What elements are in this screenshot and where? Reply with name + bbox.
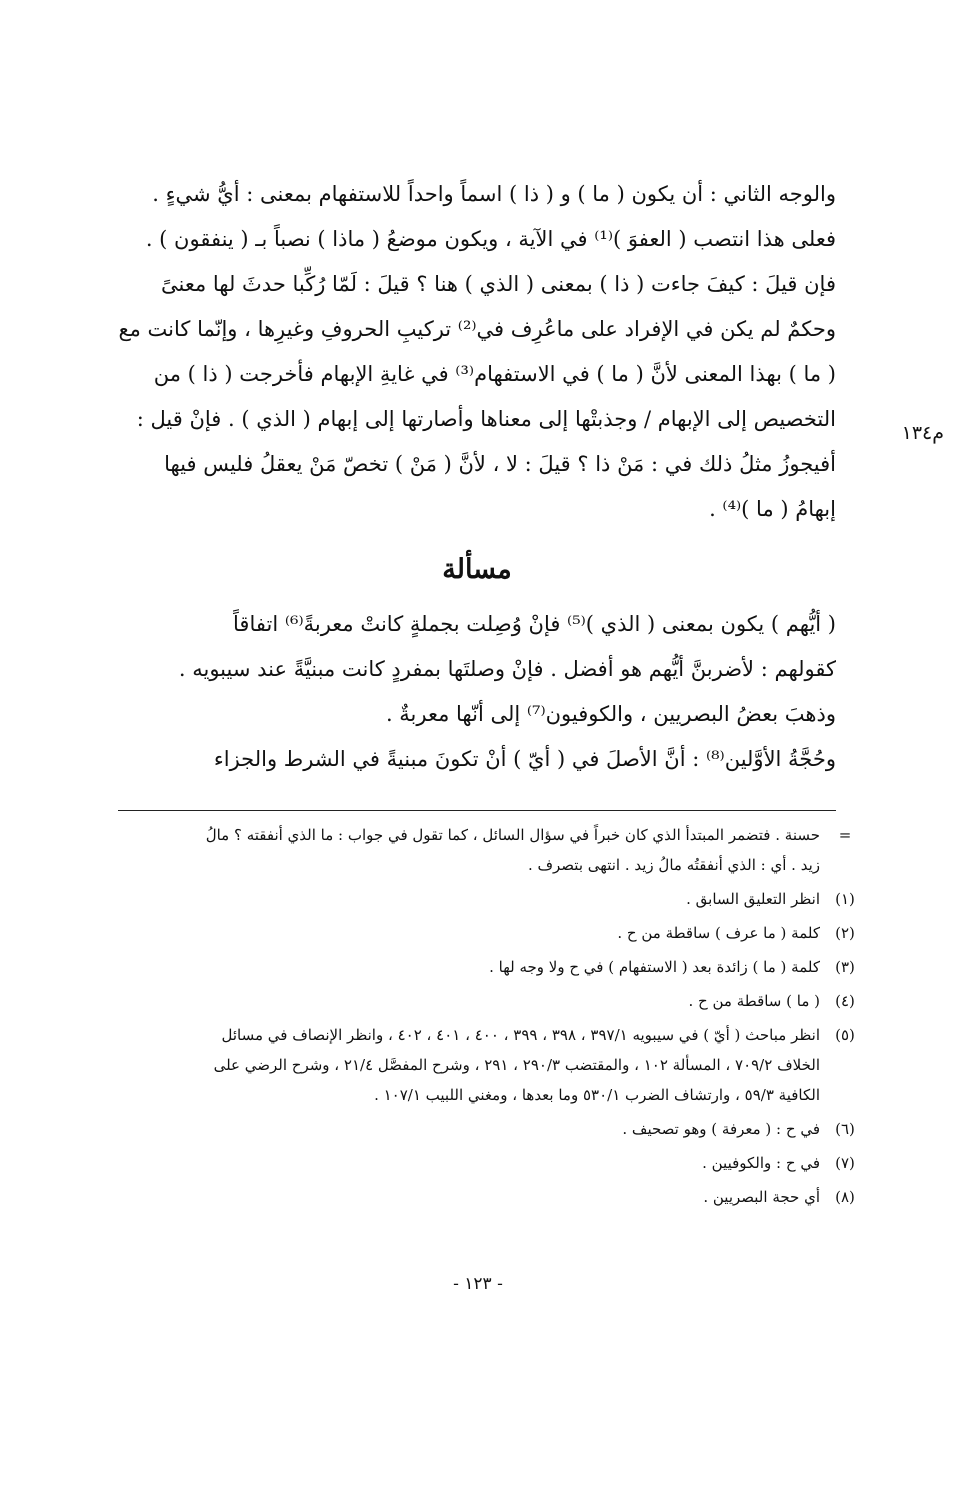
footnote	[118, 820, 870, 880]
footnote-mark: (٢)	[835, 924, 855, 942]
footnote-line: انظر مباحث ( أيّ ) في سيبويه ٣٩٧/١ ، ٣٩٨ ، ٣٩٩ ، ٤٠٠ ، ٤٠١ ، ٤٠٢ ، وانظر الإنصاف في مسائل	[221, 1026, 820, 1044]
footnote-mark: (٦)	[835, 1120, 855, 1138]
footnote	[118, 986, 870, 1016]
footnote-text	[118, 918, 820, 948]
footnote-line: الخلاف ٧٠٩/٢ ، المسألة ١٠٢ ، والمقتضب ٢٩٠/٣ ، ٢٩١ ، وشرح المفصَّل ٢١/٤ ، وشرح الرضي على	[213, 1056, 820, 1074]
footnote	[118, 918, 870, 948]
footnote-text	[118, 1182, 820, 1212]
footnote-line: ( ما ) ساقطة من ح .	[688, 992, 820, 1010]
footnote-text	[118, 952, 820, 982]
footnote	[118, 952, 870, 982]
section-heading: مسألة	[442, 554, 512, 585]
footnote-line: الكافية ٥٩/٣ ، وارتشاف الضرب ٥٣٠/١ وما بعدها ، ومغني اللبيب ١٠٧/١ .	[374, 1086, 820, 1104]
footnote-line: انظر التعليق السابق .	[686, 890, 820, 908]
footnote-text	[118, 1114, 820, 1144]
footnote-text	[118, 986, 820, 1016]
footnote-line: كلمة ( ما ) زائدة بعد ( الاستفهام ) في ح ولا وجه لها .	[489, 958, 820, 976]
body-line: التخصيص إلى الإبهام / وجذبتْها إلى معناها وأصارتها إلى إبهام ( الذي ) . فإنْ قيل :	[136, 407, 836, 431]
footnote-mark: (١)	[835, 890, 855, 908]
footnote	[118, 1148, 870, 1178]
footnote-mark: (٥)	[835, 1026, 855, 1044]
footnote-line: أي حجة البصريين .	[703, 1188, 820, 1206]
footnote-mark: (٧)	[835, 1154, 855, 1172]
body-line: أفيجوزُ مثلُ ذلك في : مَنْ ذا ؟ قيلَ : لا ، لأنَّ ( مَنْ ) تخصّ مَنْ يعقلُ فليس فيها	[164, 452, 836, 476]
section-line: كقولهم : لأضربنَّ أيُّهم هو أفضل . فإنْ وصلتَها بمفردٍ كانت مبنيَّةً عند سيبويه .	[178, 657, 836, 681]
footnote	[118, 1020, 870, 1110]
body-line: إبهامُ ( ما )⁽⁴⁾ .	[709, 497, 836, 521]
footnote	[118, 884, 870, 914]
footnote-mark: (٣)	[835, 958, 855, 976]
body-line: ( ما ) بهذا المعنى لأنَّ ( ما ) في الاستفهام⁽³⁾ في غايةِ الإبهام فأخرجت ( ذا ) من	[153, 362, 836, 386]
main-text	[118, 172, 836, 782]
footnote-text	[118, 820, 820, 880]
body-line: وحكمٌ لم يكن في الإفراد على ماعُرِف في⁽²⁾ تركيبِ الحروفِ وغيرِها ، وإنّما كانت مع	[118, 317, 836, 341]
footnote	[118, 1114, 870, 1144]
footnotes	[118, 820, 870, 1216]
footnote-line: زيد . أي : الذي أنفقتُه مالُ زيد . انتهى بتصرف .	[527, 856, 820, 874]
footnote-line: في ح : والكوفيين .	[702, 1154, 820, 1172]
section-line: ( أيُّهم ) يكون بمعنى ( الذي )⁽⁵⁾ فإنْ وُصِلت بجملةٍ كانتْ معربةً⁽⁶⁾ اتفاقاً	[233, 612, 836, 636]
footnote-mark: =	[838, 826, 852, 844]
section-line: وذهبَ بعضُ البصريين ، والكوفيون⁽⁷⁾ إلى أنّها معربةٌ .	[385, 702, 836, 726]
footnote-mark: (٨)	[835, 1188, 855, 1206]
footnote-mark: (٤)	[835, 992, 855, 1010]
footnote-line: كلمة ( ما عرف ) ساقطة من ح .	[617, 924, 820, 942]
body-line: فعلى هذا انتصب ( العفوَ )⁽¹⁾ في الآية ، ويكون موضعُ ( ماذا ) نصباً بـ ( ينفقون ) .	[145, 227, 836, 251]
section-line: وحُجَّةُ الأوَّلين⁽⁸⁾ : أنَّ الأصلَ في ( أيّ ) أنْ تكونَ مبنيةً في الشرط والجزاء	[213, 747, 836, 771]
margin-page-reference: م١٣٤	[901, 422, 944, 444]
footnote-line: حسنة . فتضمر المبتدأ الذي كان خبراً في سؤال السائل ، كما تقول في جواب : ما الذي أنفقته ؟ مالُ	[205, 826, 820, 844]
footnote-divider	[118, 810, 836, 811]
footnote-text	[118, 884, 820, 914]
footnote	[118, 1182, 870, 1212]
body-line: فإن قيلَ : كيفَ جاءت ( ذا ) بمعنى ( الذي ) هنا ؟ قيلَ : لَمّا رُكِّبا حدثَ لها معنىً	[160, 272, 836, 296]
body-line: والوجه الثاني : أن يكون ( ما ) و ( ذا ) اسماً واحداً للاستفهام بمعنى : أيُّ شيءٍ .	[152, 182, 836, 206]
footnote-text	[118, 1148, 820, 1178]
page-number: - ١٢٣ -	[453, 1274, 503, 1294]
footnote-text	[118, 1020, 820, 1110]
footnote-line: في ح : ( معرفة ) وهو تصحيف .	[622, 1120, 820, 1138]
